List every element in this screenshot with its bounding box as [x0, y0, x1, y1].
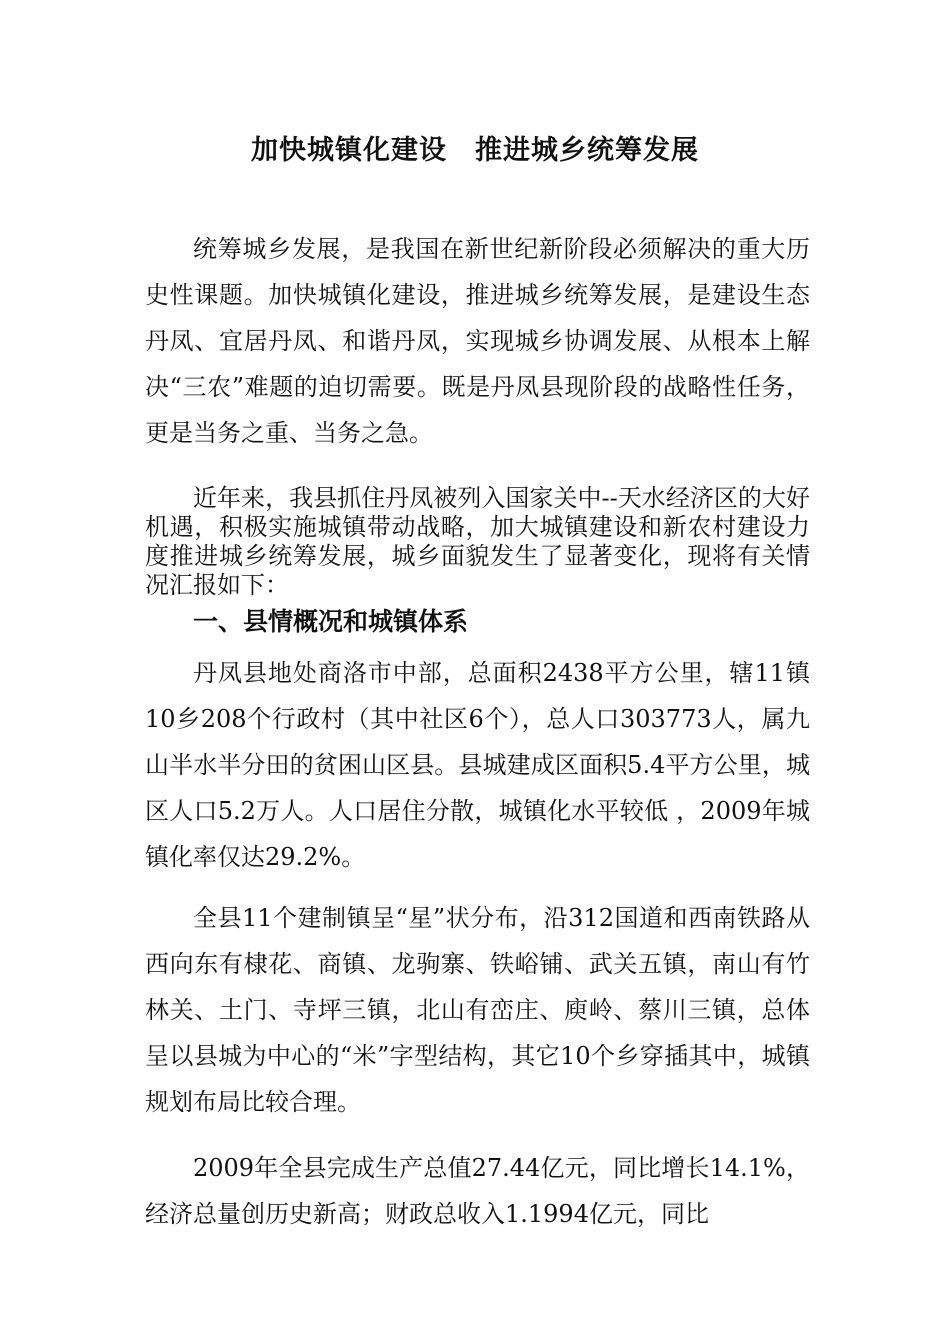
paragraph-intro: 统筹城乡发展，是我国在新世纪新阶段必须解决的重大历史性课题。加快城镇化建设，推进城乡统筹发展，是建设生态丹凤、宜居丹凤、和谐丹凤，实现城乡协调发展、从根本上解决“三农”难题的迫切需要。既是丹凤县现阶段的战略性任务，更是当务之重、当务之急。 — [145, 235, 810, 447]
paragraph-economy: 2009年全县完成生产总值27.44亿元，同比增长14.1%，经济总量创历史新高；财政总收入1.1994亿元，同比 — [145, 1154, 810, 1228]
paragraph-county-profile: 丹凤县地处商洛市中部，总面积2438平方公里，辖11镇10乡208个行政村（其中社区6个），总人口303773人，属九山半水半分田的贫困山区县。县城建成区面积5.4平方公里，城区人口5.2万人。人口居住分散，城镇化水平较低 ，2009年城镇化率仅达29.2%。 — [145, 659, 810, 871]
paragraph-recent-years: 近年来，我县抓住丹凤被列入国家关中--天水经济区的大好机遇，积极实施城镇带动战略，加大城镇建设和新农村建设力度推进城乡统筹发展，城乡面貌发生了显著变化，现将有关情况汇报如下： — [145, 484, 810, 599]
document-title: 加快城镇化建设 推进城乡统筹发展 — [251, 135, 699, 166]
section-heading-county-overview: 一、县情概况和城镇体系 — [193, 607, 469, 636]
paragraph-town-layout: 全县11个建制镇呈“星”状分布，沿312国道和西南铁路从西向东有棣花、商镇、龙驹寨、铁峪铺、武关五镇，南山有竹林关、土门、寺坪三镇，北山有峦庄、庾岭、蔡川三镇，总体呈以县城为中心的“米”字型结构，其它10个乡穿插其中，城镇规划布局比较合理。 — [145, 904, 810, 1116]
